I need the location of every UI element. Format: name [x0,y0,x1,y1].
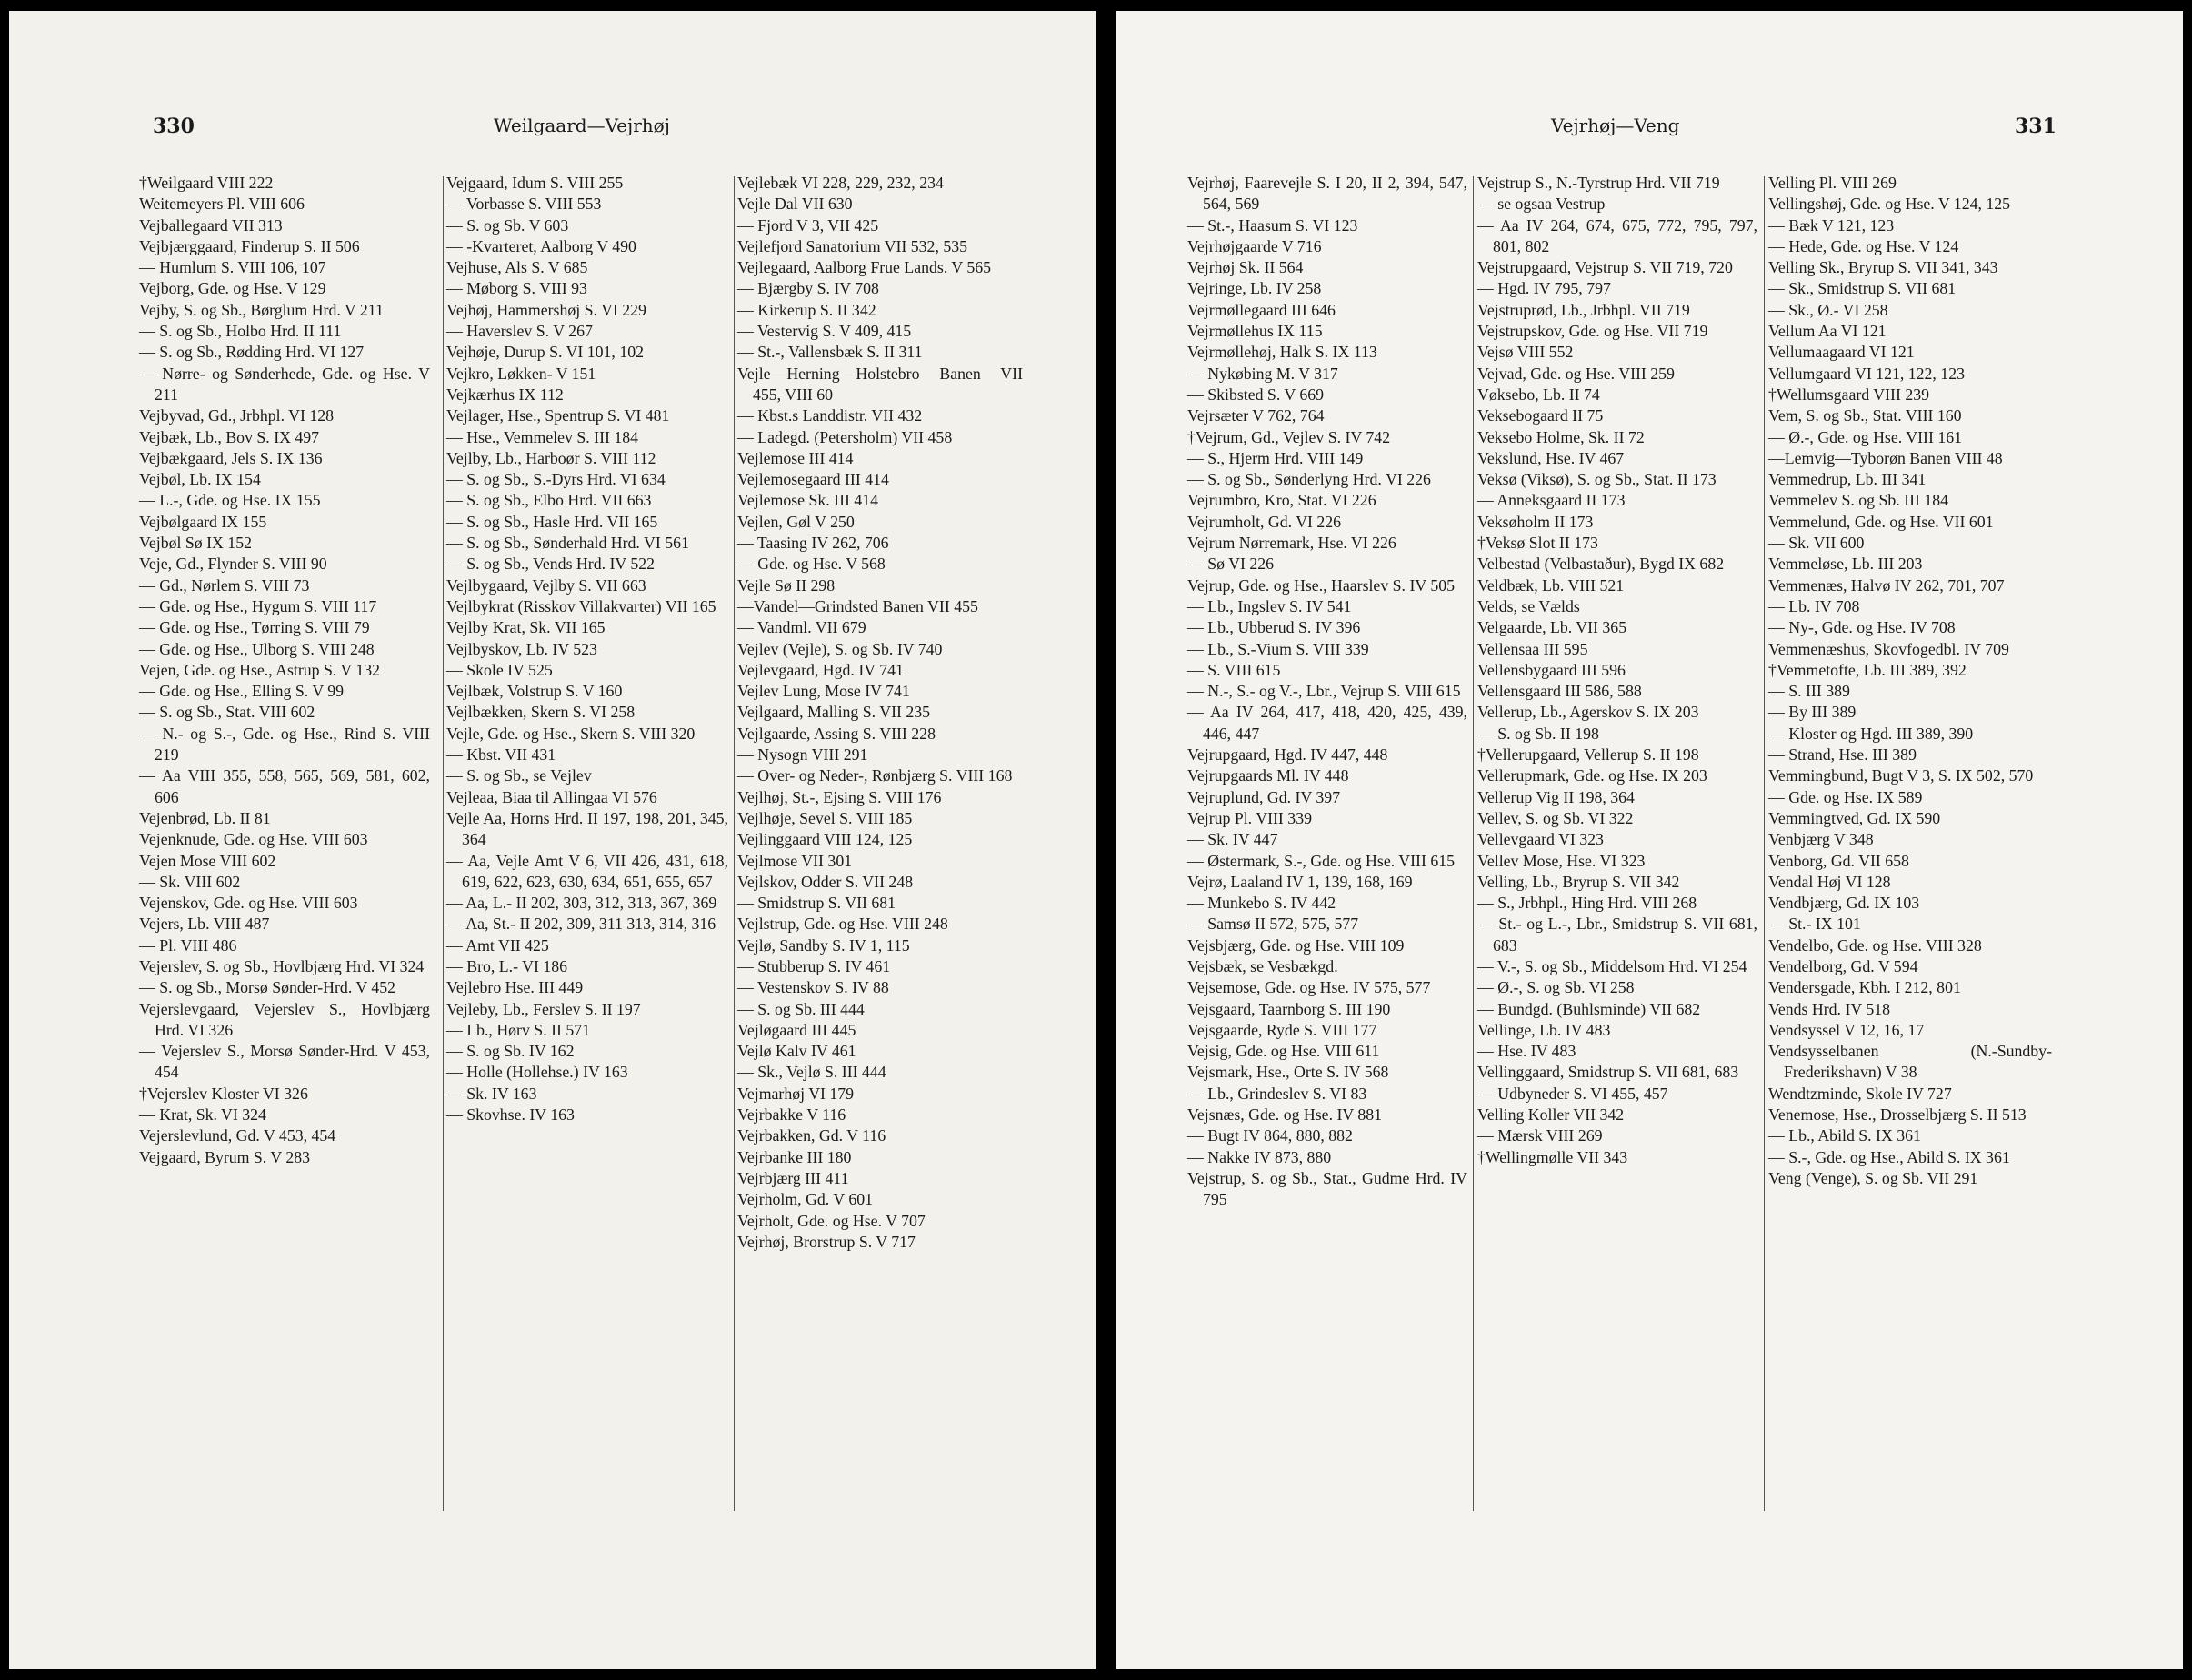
index-entry: Vejers, Lb. VIII 487 [139,915,270,934]
index-entry: — S. og Sb., Sønderlyng Hrd. VI 226 [1187,470,1431,489]
index-entry: — Sk. VIII 602 [139,872,241,891]
index-entry: — Vestenskov S. IV 88 [737,978,889,997]
index-entry: Vejlebæk VI 228, 229, 232, 234 [737,174,944,192]
index-entry: Vejballegaard VII 313 [139,215,283,235]
index-entry: — Gde. og Hse., Hygum S. VIII 117 [139,596,377,615]
index-entry: Vem, S. og Sb., Stat. VIII 160 [1768,406,1962,425]
index-entry: — Skovhse. IV 163 [446,1105,575,1125]
index-entry: — Bro, L.- VI 186 [446,956,568,975]
index-entry: — Gde. og Hse., Elling S. V 99 [139,682,345,701]
index-entry: Veksebogaard II 75 [1477,406,1604,425]
index-entry: — S. og Sb., Vends Hrd. IV 522 [446,555,656,574]
index-entry: †Vejerslev Kloster VI 326 [139,1084,308,1103]
index-entry: Veje, Gd., Flynder S. VIII 90 [139,555,327,574]
index-entry: Vejrhøj, Brorstrup S. V 717 [737,1232,916,1251]
index-entry: — L.-, Gde. og Hse. IX 155 [139,491,321,510]
index-entry: Vellensgaard III 586, 588 [1477,682,1642,701]
index-entry: — Ladegd. (Petersholm) VII 458 [737,427,953,446]
index-entry: Vejrumholt, Gd. VI 226 [1187,512,1342,531]
index-entry: — Smidstrup S. VII 681 [737,894,896,913]
index-entry: Vejsnæs, Gde. og Hse. IV 881 [1187,1105,1383,1125]
index-column-left-2 [446,173,728,1125]
index-entry: Vejlø, Sandby S. IV 1, 115 [737,935,910,955]
index-entry: Vellensaa III 595 [1477,639,1588,658]
index-entry: — By III 389 [1768,703,1857,722]
index-column-right-2 [1477,173,1757,1168]
index-entry: Vejlmose VII 301 [737,851,853,870]
index-entry: — Holle (Hollehse.) IV 163 [446,1063,628,1082]
index-entry: — S. og Sb., Stat. VIII 602 [139,703,315,722]
index-entry: — Kbst. VII 431 [446,745,556,765]
index-entry: Vejlbækken, Skern S. VI 258 [446,703,636,722]
index-entry: — Ny-, Gde. og Hse. IV 708 [1768,618,1956,637]
index-entry: Vejrmøllegaard III 646 [1187,300,1336,319]
index-entry: Vejrmøllehøj, Halk S. IX 113 [1187,343,1377,362]
index-entry: Velling Koller VII 342 [1477,1105,1625,1125]
index-entry: — S. og Sb., Elbo Hrd. VII 663 [446,491,652,510]
index-entry: — S. og Sb., S.-Dyrs Hrd. VI 634 [446,470,666,489]
index-entry: Vejlhøje, Sevel S. VIII 185 [737,808,913,827]
index-entry: Vejlgaarde, Assing S. VIII 228 [737,724,936,743]
index-entry: — S. og Sb. III 444 [737,999,865,1018]
index-entry: Vejlemose Sk. III 414 [737,491,879,510]
index-entry: — Vandml. VII 679 [737,618,866,637]
index-entry: — Aa, St.- II 202, 309, 311 313, 314, 316 [446,915,716,934]
index-entry: Vejstrup S., N.-Tyrstrup Hrd. VII 719 [1477,174,1720,192]
index-entry: — Krat, Sk. VI 324 [139,1105,266,1125]
index-entry: —Lemvig—Tyborøn Banen VIII 48 [1768,448,2003,467]
index-entry: Vellensbygaard III 596 [1477,660,1626,679]
index-entry: — Aa, L.- II 202, 303, 312, 313, 367, 369 [446,894,717,913]
index-entry: Venborg, Gd. VII 658 [1768,851,1909,870]
index-entry: Vejen, Gde. og Hse., Astrup S. V 132 [139,660,381,679]
index-entry: Vejen Mose VIII 602 [139,851,276,870]
index-entry: — Stubberup S. IV 461 [737,956,891,975]
index-entry: Vejsø VIII 552 [1477,343,1574,362]
index-entry: Vejstruprød, Lb., Jrbhpl. VII 719 [1477,300,1690,319]
index-entry: — Mærsk VIII 269 [1477,1126,1603,1145]
index-entry: Vejbækgaard, Jels S. IX 136 [139,448,323,467]
index-entry: — Nakke IV 873, 880 [1187,1147,1332,1166]
index-entry: Vejrup Pl. VIII 339 [1187,808,1312,827]
page-number-left: 330 [153,115,195,138]
index-entry: Vejløgaard III 445 [737,1020,856,1039]
index-entry: — Aa IV 264, 674, 675, 772, 795, 797, 801, 802 [1477,215,1757,255]
index-entry: Vejsbæk, se Vesbækgd. [1187,956,1338,975]
index-entry: Vejbøl Sø IX 152 [139,534,252,553]
index-entry: — S. og Sb. V 603 [446,215,569,235]
index-entry: Vejlegaard, Aalborg Frue Lands. V 565 [737,258,992,277]
index-entry: Vejkro, Løkken- V 151 [446,364,596,383]
index-entry: — Gde. og Hse. IX 589 [1768,787,1923,806]
index-entry: — Kbst.s Landdistr. VII 432 [737,406,923,425]
index-entry: Vejrupgaards Ml. IV 448 [1187,766,1349,785]
index-entry: Vejkærhus IX 112 [446,385,564,404]
index-entry: †Wellingmølle VII 343 [1477,1147,1628,1166]
index-entry: Vejsgaarde, Ryde S. VIII 177 [1187,1020,1377,1039]
index-entry: Vejhøje, Durup S. VI 101, 102 [446,343,644,362]
index-entry: — Amt VII 425 [446,935,549,955]
index-entry: Vendsyssel V 12, 16, 17 [1768,1020,1925,1039]
index-entry: Vejrup, Gde. og Hse., Haarslev S. IV 505 [1187,575,1455,595]
index-entry: — Sk. IV 163 [446,1084,537,1103]
index-entry: — Lb. IV 708 [1768,596,1860,615]
index-entry: Vejringe, Lb. IV 258 [1187,279,1322,298]
index-entry: Vellerup, Lb., Agerskov S. IX 203 [1477,703,1699,722]
index-entry: — Haverslev S. V 267 [446,322,593,341]
index-entry: — S., Jrbhpl., Hing Hrd. VIII 268 [1477,894,1697,913]
index-entry: — S. og Sb. IV 162 [446,1042,575,1061]
index-entry: — Strand, Hse. III 389 [1768,745,1917,765]
index-entry: †Vemmetofte, Lb. III 389, 392 [1768,660,1967,679]
index-entry: †Veksø Slot II 173 [1477,534,1598,553]
index-entry: — S. og Sb., Holbo Hrd. II 111 [139,322,342,341]
index-entry: Velds, se Vælds [1477,596,1580,615]
index-entry: Velgaarde, Lb. VII 365 [1477,618,1627,637]
index-entry: Vellingshøj, Gde. og Hse. V 124, 125 [1768,195,2011,214]
index-entry: — Aa, Vejle Amt V 6, VII 426, 431, 618, 619, 622, 623, 630, 634, 651, 655, 657 [446,851,728,891]
index-entry: — Udbyneder S. VI 455, 457 [1477,1084,1668,1103]
index-entry: Velling Pl. VIII 269 [1768,174,1897,192]
index-entry: Vejlby, Lb., Harboør S. VIII 112 [446,448,656,467]
index-entry: Vellev, S. og Sb. VI 322 [1477,808,1634,827]
index-entry: Vemmenæs, Halvø IV 262, 701, 707 [1768,575,2005,595]
index-entry: Vejrum Nørremark, Hse. VI 226 [1187,534,1396,553]
index-entry: —Vandel—Grindsted Banen VII 455 [737,596,978,615]
index-entry: Vejgaard, Idum S. VIII 255 [446,174,624,192]
index-entry: Vejbøl, Lb. IX 154 [139,470,261,489]
index-entry: Vemmingbund, Bugt V 3, S. IX 502, 570 [1768,766,2034,785]
column-rule [443,176,444,1511]
index-entry: — S. og Sb., Hasle Hrd. VII 165 [446,512,658,531]
index-column-left-3 [737,173,1023,1253]
index-entry: — Hse. IV 483 [1477,1042,1576,1061]
index-entry: — Fjord V 3, VII 425 [737,215,879,235]
index-entry: — Lb., Abild S. IX 361 [1768,1126,1921,1145]
index-entry: Vemmedrup, Lb. III 341 [1768,470,1927,489]
index-entry: Vejle Aa, Horns Hrd. II 197, 198, 201, 345, 364 [446,808,728,849]
index-entry: Vejlen, Gøl V 250 [737,512,855,531]
index-entry: — S. og Sb., Rødding Hrd. VI 127 [139,343,365,362]
index-entry: Vejle Sø II 298 [737,575,836,595]
index-entry: Vekslund, Hse. IV 467 [1477,448,1625,467]
index-entry: Vejbjærggaard, Finderup S. II 506 [139,236,360,255]
index-entry: — Vestervig S. V 409, 415 [737,322,912,341]
index-entry: Vellinge, Lb. IV 483 [1477,1020,1611,1039]
index-entry: — St.-, Vallensbæk S. II 311 [737,343,923,362]
index-entry: Vejruplund, Gd. IV 397 [1187,787,1341,806]
index-entry: Vejvad, Gde. og Hse. VIII 259 [1477,364,1675,383]
index-entry: Vejlebro Hse. III 449 [446,978,584,997]
column-rule [1473,176,1474,1511]
index-entry: Vejlinggaard VIII 124, 125 [737,830,913,849]
index-entry: — Bjærgby S. IV 708 [737,279,879,298]
index-entry: Vejlø Kalv IV 461 [737,1042,856,1061]
index-entry: — Ø.-, S. og Sb. VI 258 [1477,978,1635,997]
index-entry: — Gde. og Hse. V 568 [737,555,886,574]
index-entry: — Møborg S. VIII 93 [446,279,587,298]
index-entry: Vellum Aa VI 121 [1768,322,1887,341]
index-entry: — Sk. IV 447 [1187,830,1278,849]
index-entry: Vendersgade, Kbh. I 212, 801 [1768,978,1961,997]
index-entry: — V.-, S. og Sb., Middelsom Hrd. VI 254 [1477,956,1747,975]
index-entry: Vejlevgaard, Hgd. IV 741 [737,660,904,679]
index-entry: Vejle—Herning—Holstebro Banen VII 455, VIII 60 [737,364,1023,404]
index-entry: Vejrholm, Gd. V 601 [737,1190,874,1209]
index-entry: Vemmeløse, Lb. III 203 [1768,555,1923,574]
index-entry: — Gde. og Hse., Tørring S. VIII 79 [139,618,370,637]
index-entry: Vejborg, Gde. og Hse. V 129 [139,279,326,298]
left-page [9,11,1096,1669]
index-entry: — Pl. VIII 486 [139,935,237,955]
index-entry: Vemmenæshus, Skovfogedbl. IV 709 [1768,639,2009,658]
index-entry: — N.- og S.-, Gde. og Hse., Rind S. VIII 219 [139,724,430,765]
index-entry: Vejle Dal VII 630 [737,195,853,214]
index-entry: — Sk., Smidstrup S. VII 681 [1768,279,1957,298]
index-entry: Vejrsæter V 762, 764 [1187,406,1325,425]
running-header-left: Weilgaard—Vejrhøj [494,115,670,136]
index-entry: Vellumaagaard VI 121 [1768,343,1915,362]
index-entry: — S. og Sb., Morsø Sønder-Hrd. V 452 [139,978,396,997]
index-entry: Vejstrupskov, Gde. og Hse. VII 719 [1477,322,1708,341]
index-entry: Vejenknude, Gde. og Hse. VIII 603 [139,830,368,849]
index-entry: — Samsø II 572, 575, 577 [1187,915,1359,934]
index-entry: Vejsemose, Gde. og Hse. IV 575, 577 [1187,978,1431,997]
index-entry: Vejrbanke III 180 [737,1147,852,1166]
index-entry: Veksø (Viksø), S. og Sb., Stat. II 173 [1477,470,1717,489]
index-entry: Vejlev Lung, Mose IV 741 [737,682,910,701]
index-entry: Wendtzminde, Skole IV 727 [1768,1084,1952,1103]
index-entry: — Aa VIII 355, 558, 565, 569, 581, 602, 606 [139,766,430,806]
index-entry: †Vejrum, Gd., Vejlev S. IV 742 [1187,427,1391,446]
index-entry: Vejrholt, Gde. og Hse. V 707 [737,1211,926,1230]
index-entry: — Lb., S.-Vium S. VIII 339 [1187,639,1369,658]
index-entry: — Gd., Nørlem S. VIII 73 [139,575,310,595]
index-entry: Vellerup Vig II 198, 364 [1477,787,1635,806]
index-entry: Vejle, Gde. og Hse., Skern S. VIII 320 [446,724,696,743]
index-entry: Vejlbygaard, Vejlby S. VII 663 [446,575,646,595]
index-entry: — Sk., Vejlø S. III 444 [737,1063,886,1082]
index-entry: Vejlemose III 414 [737,448,854,467]
index-entry: Vemmingtved, Gd. IX 590 [1768,808,1941,827]
index-entry: Vejby, S. og Sb., Børglum Hrd. V 211 [139,300,384,319]
index-entry: Vejsbjærg, Gde. og Hse. VIII 109 [1187,935,1405,955]
index-entry: Vejrmøllehus IX 115 [1187,322,1323,341]
index-entry: — Over- og Neder-, Rønbjærg S. VIII 168 [737,766,1013,785]
index-entry: — Skibsted S. V 669 [1187,385,1325,404]
index-entry: Vøksebo, Lb. II 74 [1477,385,1600,404]
index-entry: — Bundgd. (Buhlsminde) VII 682 [1477,999,1701,1018]
column-rule [734,176,735,1511]
index-entry: — Hede, Gde. og Hse. V 124 [1768,236,1959,255]
index-entry: — Taasing IV 262, 706 [737,534,889,553]
index-entry: Vejrhøj Sk. II 564 [1187,258,1304,277]
index-entry: — Skole IV 525 [446,660,553,679]
index-entry: Vejhøj, Hammershøj S. VI 229 [446,300,646,319]
page-number-right: 331 [2015,115,2057,138]
index-entry: — S. og Sb., se Vejlev [446,766,592,785]
index-entry: Vejlhøj, St.-, Ejsing S. VIII 176 [737,787,942,806]
index-entry: Vejlgaard, Malling S. VII 235 [737,703,931,722]
index-entry: Vejrbakke V 116 [737,1105,846,1125]
index-entry: Velbestad (Velbastaður), Bygd IX 682 [1477,555,1725,574]
index-entry: — Lb., Ingslev S. IV 541 [1187,596,1352,615]
index-entry: Vejerslev, S. og Sb., Hovlbjærg Hrd. VI 324 [139,956,425,975]
index-entry: Vejerslevgaard, Vejerslev S., Hovlbjærg Hrd. VI 326 [139,999,430,1039]
running-header-right: Vejrhøj—Veng [1551,115,1680,136]
index-entry: — Vejerslev S., Morsø Sønder-Hrd. V 453, 454 [139,1042,430,1082]
index-entry: — Ø.-, Gde. og Hse. VIII 161 [1768,427,1963,446]
index-entry: — S., Hjerm Hrd. VIII 149 [1187,448,1364,467]
index-entry: Vejenskov, Gde. og Hse. VIII 603 [139,894,358,913]
index-entry: — Bæk V 121, 123 [1768,215,1895,235]
index-entry: Vejbæk, Lb., Bov S. IX 497 [139,427,320,446]
index-entry: — Sk., Ø.- VI 258 [1768,300,1888,319]
index-entry: Vejrhøjgaarde V 716 [1187,236,1322,255]
index-entry: Vejlemosegaard III 414 [737,470,889,489]
index-entry: — S. III 389 [1768,682,1850,701]
index-entry: †Vellerupgaard, Vellerup S. II 198 [1477,745,1699,765]
index-entry: Vemmelund, Gde. og Hse. VII 601 [1768,512,1994,531]
index-entry: Vejbølgaard IX 155 [139,512,267,531]
index-entry: Vejerslevlund, Gd. V 453, 454 [139,1126,336,1145]
index-column-right-1 [1187,173,1467,1211]
index-entry: Veldbæk, Lb. VIII 521 [1477,575,1625,595]
index-entry: — Hgd. IV 795, 797 [1477,279,1611,298]
index-entry: — Nysogn VIII 291 [737,745,868,765]
index-entry: — S. og Sb. II 198 [1477,724,1599,743]
index-entry: Veng (Venge), S. og Sb. VII 291 [1768,1168,1978,1187]
index-entry: Velling Sk., Bryrup S. VII 341, 343 [1768,258,1998,277]
index-entry: Veksøholm II 173 [1477,512,1594,531]
index-entry: Vejrbjærg III 411 [737,1168,849,1187]
index-entry: — se ogsaa Vestrup [1477,195,1606,214]
index-entry: Vellinggaard, Smidstrup S. VII 681, 683 [1477,1063,1739,1082]
index-entry: — Nørre- og Sønderhede, Gde. og Hse. V 211 [139,364,430,404]
index-entry: Vejstrupgaard, Vejstrup S. VII 719, 720 [1477,258,1733,277]
index-entry: — Østermark, S.-, Gde. og Hse. VIII 615 [1187,851,1455,870]
index-entry: Weitemeyers Pl. VIII 606 [139,195,305,214]
index-entry: — St.- og L.-, Lbr., Smidstrup S. VII 681, 683 [1477,915,1757,955]
index-entry: Vejlby Krat, Sk. VII 165 [446,618,606,637]
index-entry: Vejlbyskov, Lb. IV 523 [446,639,597,658]
index-entry: Vejrumbro, Kro, Stat. VI 226 [1187,491,1376,510]
index-entry: — S. og Sb., Sønderhald Hrd. VI 561 [446,534,689,553]
index-entry: Vejmarhøj VI 179 [737,1084,855,1103]
index-entry: — -Kvarteret, Aalborg V 490 [446,236,636,255]
index-entry: — Kirkerup S. II 342 [737,300,876,319]
index-entry: Vellumgaard VI 121, 122, 123 [1768,364,1965,383]
index-entry: Venbjærg V 348 [1768,830,1874,849]
index-entry: — Aa IV 264, 417, 418, 420, 425, 439, 446, 447 [1187,703,1467,743]
index-entry: Vejrbakken, Gd. V 116 [737,1126,886,1145]
index-entry: Vejlbykrat (Risskov Villakvarter) VII 165 [446,596,716,615]
index-entry: Vejlev (Vejle), S. og Sb. IV 740 [737,639,943,658]
index-entry: Vejgaard, Byrum S. V 283 [139,1147,311,1166]
index-entry: — Humlum S. VIII 106, 107 [139,258,326,277]
index-entry: Vendelbo, Gde. og Hse. VIII 328 [1768,935,1982,955]
index-entry: — Lb., Hørv S. II 571 [446,1020,591,1039]
index-entry: — St.- IX 101 [1768,915,1861,934]
index-entry: Vejlefjord Sanatorium VII 532, 535 [737,236,968,255]
index-entry: Velling, Lb., Bryrup S. VII 342 [1477,872,1680,891]
index-entry: Vejrupgaard, Hgd. IV 447, 448 [1187,745,1388,765]
column-rule [1764,176,1765,1511]
index-entry: Vejrhøj, Faarevejle S. I 20, II 2, 394, 547, 564, 569 [1187,174,1467,214]
index-entry: Vejenbrød, Lb. II 81 [139,808,271,827]
index-entry: Vejlstrup, Gde. og Hse. VIII 248 [737,915,948,934]
index-entry: Vemmelev S. og Sb. III 184 [1768,491,1949,510]
index-entry: Vendbjærg, Gd. IX 103 [1768,894,1920,913]
index-entry: — S.-, Gde. og Hse., Abild S. IX 361 [1768,1147,2010,1166]
index-entry: †Weilgaard VIII 222 [139,174,274,192]
index-entry: — Hse., Vemmelev S. III 184 [446,427,639,446]
index-entry: Vejlager, Hse., Spentrup S. VI 481 [446,406,670,425]
index-entry: Vejstrup, S. og Sb., Stat., Gudme Hrd. IV 795 [1187,1168,1467,1209]
index-entry: Vejleaa, Biaa til Allingaa VI 576 [446,787,657,806]
index-entry: Vejsig, Gde. og Hse. VIII 611 [1187,1042,1380,1061]
index-entry: — Kloster og Hgd. III 389, 390 [1768,724,1974,743]
index-entry: Vendal Høj VI 128 [1768,872,1891,891]
index-entry: Veksebo Holme, Sk. II 72 [1477,427,1645,446]
index-entry: Vejlskov, Odder S. VII 248 [737,872,914,891]
index-entry: — St.-, Haasum S. VI 123 [1187,215,1358,235]
index-entry: — Nykøbing M. V 317 [1187,364,1338,383]
index-column-left-1 [139,173,430,1168]
right-page [1116,11,2183,1669]
index-column-right-3 [1768,173,2052,1189]
index-entry: Vendelborg, Gd. V 594 [1768,956,1918,975]
index-entry: — Anneksgaard II 173 [1477,491,1626,510]
index-entry: — Lb., Ubberud S. IV 396 [1187,618,1361,637]
index-entry: Vellev Mose, Hse. VI 323 [1477,851,1646,870]
index-entry: — Munkebo S. IV 442 [1187,894,1336,913]
index-entry: — Gde. og Hse., Ulborg S. VIII 248 [139,639,375,658]
index-entry: Vejbyvad, Gd., Jrbhpl. VI 128 [139,406,335,425]
index-entry: — S. VIII 615 [1187,660,1281,679]
index-entry: †Wellumsgaard VIII 239 [1768,385,1929,404]
index-entry: — Sk. VII 600 [1768,534,1865,553]
index-entry: Vellerupmark, Gde. og Hse. IX 203 [1477,766,1707,785]
index-entry: — Lb., Grindeslev S. VI 83 [1187,1084,1367,1103]
index-entry: Vellevgaard VI 323 [1477,830,1604,849]
index-entry: Vejleby, Lb., Ferslev S. II 197 [446,999,641,1018]
index-entry: Vendsysselbanen (N.-Sundby-Frederikshavn) V 38 [1768,1042,2052,1082]
index-entry: Venemose, Hse., Drosselbjærg S. II 513 [1768,1105,2027,1125]
index-entry: Vends Hrd. IV 518 [1768,999,1891,1018]
index-entry: — Bugt IV 864, 880, 882 [1187,1126,1353,1145]
index-entry: Vejsgaard, Taarnborg S. III 190 [1187,999,1391,1018]
index-entry: Vejrø, Laaland IV 1, 139, 168, 169 [1187,872,1413,891]
index-entry: — Sø VI 226 [1187,555,1275,574]
index-entry: Vejsmark, Hse., Orte S. IV 568 [1187,1063,1389,1082]
index-entry: — N.-, S.- og V.-, Lbr., Vejrup S. VIII 615 [1187,682,1461,701]
index-entry: — Vorbasse S. VIII 553 [446,195,602,214]
index-entry: Vejlbæk, Volstrup S. V 160 [446,682,623,701]
index-entry: Vejhuse, Als S. V 685 [446,258,588,277]
